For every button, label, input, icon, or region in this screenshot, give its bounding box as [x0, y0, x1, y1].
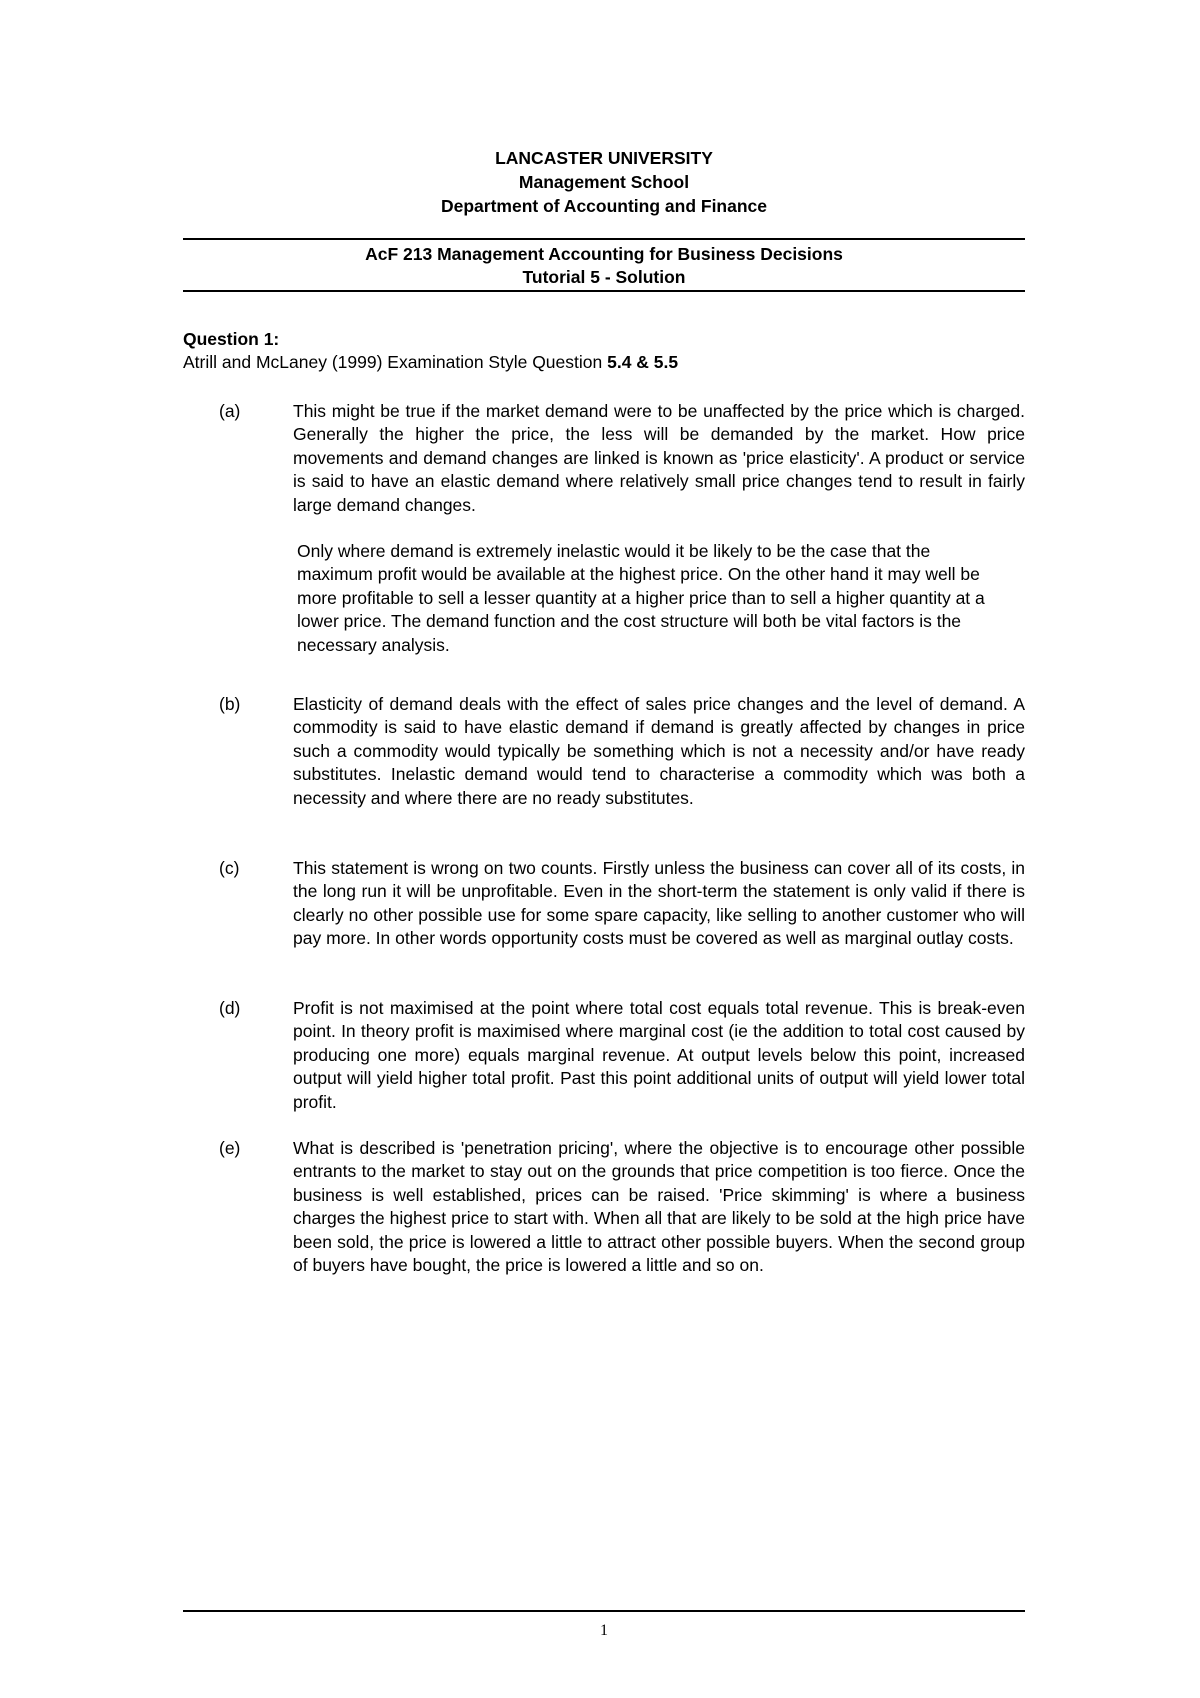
page-number: 1: [600, 1622, 608, 1639]
tutorial-title: Tutorial 5 - Solution: [522, 267, 686, 287]
answer-e: [183, 1137, 1025, 1277]
answer-paragraph: This statement is wrong on two counts. Firstly unless the business can cover all of its costs, in the long run it will be unprofitable. Even in the short-term the statement is only valid if there is clearly no other possible use for some spare capacity, like selling to another customer who will pay more. In other words opportunity costs must be covered as well as marginal outlay costs.: [293, 858, 1025, 949]
course-title: AcF 213 Management Accounting for Business Decisions: [365, 244, 843, 264]
question-block: [183, 328, 1025, 374]
question-source: [183, 351, 1025, 374]
university-name: LANCASTER UNIVERSITY: [495, 148, 713, 168]
document-header: [183, 146, 1025, 218]
answer-label: (e): [219, 1138, 241, 1158]
question-title: Question 1:: [183, 329, 280, 349]
question-source-text: Atrill and McLaney (1999) Examination Style Question: [183, 352, 608, 372]
answer-label: (c): [219, 858, 240, 878]
answer-label: (d): [219, 998, 241, 1018]
school-name: Management School: [518, 172, 690, 192]
department-name: Department of Accounting and Finance: [440, 196, 768, 216]
answer-label: (b): [219, 694, 241, 714]
answer-a: [183, 400, 1025, 657]
answer-b: [183, 693, 1025, 810]
answer-paragraph: Only where demand is extremely inelastic would it be likely to be the case that the maximum profit would be available at the highest price. On the other hand it may well be more profitable to sell a lesser quantity at a higher price than to sell a higher quantity at a lower price. The demand function and the cost structure will both be vital factors is the necessary analysis.: [297, 541, 985, 655]
footer-rule: [183, 1610, 1025, 1612]
header-rule-bottom: [183, 290, 1025, 292]
answer-paragraph: Elasticity of demand deals with the effect of sales price changes and the level of demand. A commodity is said to have elastic demand if demand is greatly affected by changes in price such a commodity would typically be something which is not a necessity and/or have ready substitutes. Inelastic demand would tend to characterise a commodity which was both a necessity and where there are no ready substitutes.: [293, 694, 1025, 808]
answer-paragraph: What is described is 'penetration pricing', where the objective is to encourage other possible entrants to the market to stay out on the grounds that price competition is too fierce. Once the business is well established, prices can be raised. 'Price skimming' is where a business charges the highest price to start with. When all that are likely to be sold at the high price have been sold, the price is lowered a little to attract other possible buyers. When the second group of buyers have bought, the price is lowered a little and so on.: [293, 1138, 1025, 1276]
answer-paragraph: Profit is not maximised at the point where total cost equals total revenue. This is break-even point. In theory profit is maximised where marginal cost (ie the addition to total cost caused by producing one more) equals marginal revenue. At output levels below this point, increased output will yield higher total profit. Past this point additional units of output will yield lower total profit.: [293, 998, 1025, 1112]
header-rule-top: [183, 238, 1025, 240]
answer-paragraph: This might be true if the market demand were to be unaffected by the price which is charged. Generally the higher the price, the less will be demanded by the market. How price movements and demand changes are linked is known as 'price elasticity'. A product or service is said to have an elastic demand where relatively small price changes tend to result in fairly large demand changes.: [293, 401, 1025, 515]
answer-label: (a): [219, 401, 241, 421]
question-source-ref: 5.4 & 5.5: [607, 352, 679, 372]
answer-d: [183, 997, 1025, 1114]
course-heading: [183, 243, 1025, 289]
answer-c: [183, 857, 1025, 951]
